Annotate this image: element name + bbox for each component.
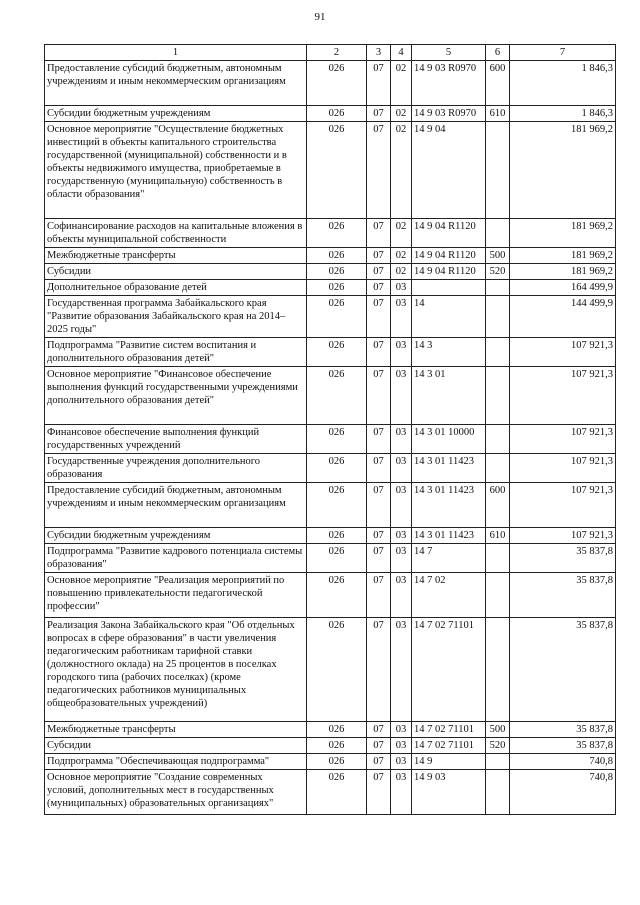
target-article-cell: 14 9 04 R1120 (412, 264, 486, 280)
admin-code-cell: 026 (307, 61, 367, 106)
budget-table (44, 44, 616, 815)
amount-cell: 181 969,2 (510, 264, 616, 280)
amount-cell: 181 969,2 (510, 248, 616, 264)
column-header: 1 (45, 45, 307, 61)
amount-cell: 107 921,3 (510, 454, 616, 483)
table-row (45, 618, 616, 722)
expense-type-cell (486, 219, 510, 248)
target-article-cell: 14 9 04 (412, 122, 486, 219)
expense-type-cell (486, 544, 510, 573)
admin-code-cell: 026 (307, 296, 367, 338)
section-cell: 07 (367, 573, 391, 618)
amount-cell: 164 499,9 (510, 280, 616, 296)
table-row (45, 454, 616, 483)
amount-cell: 1 846,3 (510, 106, 616, 122)
table-row (45, 280, 616, 296)
table-row (45, 483, 616, 528)
expense-type-cell (486, 754, 510, 770)
target-article-cell: 14 9 03 R0970 (412, 106, 486, 122)
name-cell: Дополнительное образование детей (45, 280, 307, 296)
target-article-cell: 14 3 01 11423 (412, 528, 486, 544)
expense-type-cell (486, 367, 510, 425)
subsection-cell: 02 (391, 106, 412, 122)
admin-code-cell: 026 (307, 367, 367, 425)
subsection-cell: 03 (391, 738, 412, 754)
target-article-cell: 14 7 (412, 544, 486, 573)
column-header: 4 (391, 45, 412, 61)
table-row (45, 754, 616, 770)
name-cell: Субсидии бюджетным учреждениям (45, 528, 307, 544)
expense-type-cell (486, 296, 510, 338)
name-cell: Финансовое обеспечение выполнения функций государственных учреждений (45, 425, 307, 454)
admin-code-cell: 026 (307, 280, 367, 296)
target-article-cell: 14 9 (412, 754, 486, 770)
name-cell: Государственные учреждения дополнительного образования (45, 454, 307, 483)
target-article-cell: 14 9 04 R1120 (412, 219, 486, 248)
admin-code-cell: 026 (307, 122, 367, 219)
expense-type-cell (486, 770, 510, 815)
subsection-cell: 03 (391, 754, 412, 770)
section-cell: 07 (367, 618, 391, 722)
target-article-cell: 14 9 04 R1120 (412, 248, 486, 264)
table-row (45, 528, 616, 544)
section-cell: 07 (367, 722, 391, 738)
column-header: 3 (367, 45, 391, 61)
target-article-cell: 14 7 02 71101 (412, 738, 486, 754)
name-cell: Межбюджетные трансферты (45, 248, 307, 264)
subsection-cell: 03 (391, 296, 412, 338)
section-cell: 07 (367, 528, 391, 544)
target-article-cell: 14 9 03 (412, 770, 486, 815)
admin-code-cell: 026 (307, 754, 367, 770)
name-cell: Субсидии (45, 738, 307, 754)
target-article-cell (412, 280, 486, 296)
subsection-cell: 03 (391, 544, 412, 573)
section-cell: 07 (367, 248, 391, 264)
table-row (45, 338, 616, 367)
target-article-cell: 14 7 02 71101 (412, 618, 486, 722)
table-row (45, 367, 616, 425)
section-cell: 07 (367, 296, 391, 338)
target-article-cell: 14 7 02 (412, 573, 486, 618)
section-cell: 07 (367, 754, 391, 770)
name-cell: Предоставление субсидий бюджетным, автономным учреждениям и иным некоммерческим организациям (45, 61, 307, 106)
amount-cell: 107 921,3 (510, 338, 616, 367)
expense-type-cell (486, 280, 510, 296)
section-cell: 07 (367, 219, 391, 248)
name-cell: Подпрограмма "Обеспечивающая подпрограмма" (45, 754, 307, 770)
amount-cell: 1 846,3 (510, 61, 616, 106)
amount-cell: 107 921,3 (510, 483, 616, 528)
section-cell: 07 (367, 544, 391, 573)
subsection-cell: 03 (391, 770, 412, 815)
expense-type-cell: 500 (486, 248, 510, 264)
section-cell: 07 (367, 738, 391, 754)
section-cell: 07 (367, 425, 391, 454)
admin-code-cell: 026 (307, 454, 367, 483)
table-row (45, 106, 616, 122)
name-cell: Подпрограмма "Развитие кадрового потенциала системы образования" (45, 544, 307, 573)
expense-type-cell: 520 (486, 264, 510, 280)
name-cell: Межбюджетные трансферты (45, 722, 307, 738)
admin-code-cell: 026 (307, 425, 367, 454)
admin-code-cell: 026 (307, 219, 367, 248)
name-cell: Основное мероприятие "Осуществление бюджетных инвестиций в объекты капитального строительства государственной (муниципальной) собственности и в объекты недвижимого имущества, приобретаемые в государственную (муниципальную) собственность в области образования" (45, 122, 307, 219)
admin-code-cell: 026 (307, 106, 367, 122)
admin-code-cell: 026 (307, 338, 367, 367)
subsection-cell: 03 (391, 528, 412, 544)
target-article-cell: 14 7 02 71101 (412, 722, 486, 738)
amount-cell: 740,8 (510, 770, 616, 815)
expense-type-cell: 610 (486, 106, 510, 122)
table-row (45, 425, 616, 454)
section-cell: 07 (367, 122, 391, 219)
amount-cell: 35 837,8 (510, 544, 616, 573)
section-cell: 07 (367, 280, 391, 296)
subsection-cell: 03 (391, 573, 412, 618)
table-row (45, 264, 616, 280)
section-cell: 07 (367, 338, 391, 367)
table-row (45, 770, 616, 815)
expense-type-cell: 600 (486, 483, 510, 528)
amount-cell: 740,8 (510, 754, 616, 770)
expense-type-cell (486, 338, 510, 367)
table-row (45, 722, 616, 738)
admin-code-cell: 026 (307, 573, 367, 618)
admin-code-cell: 026 (307, 722, 367, 738)
amount-cell: 35 837,8 (510, 573, 616, 618)
section-cell: 07 (367, 264, 391, 280)
amount-cell: 35 837,8 (510, 618, 616, 722)
amount-cell: 181 969,2 (510, 122, 616, 219)
name-cell: Основное мероприятие "Реализация мероприятий по повышению привлекательности педагогической профессии" (45, 573, 307, 618)
target-article-cell: 14 3 (412, 338, 486, 367)
name-cell: Основное мероприятие "Создание современных условий, дополнительных мест в государственных (муниципальных) образовательных организациях" (45, 770, 307, 815)
table-row (45, 296, 616, 338)
subsection-cell: 02 (391, 61, 412, 106)
subsection-cell: 03 (391, 338, 412, 367)
name-cell: Предоставление субсидий бюджетным, автономным учреждениям и иным некоммерческим организациям (45, 483, 307, 528)
target-article-cell: 14 3 01 10000 (412, 425, 486, 454)
column-header: 6 (486, 45, 510, 61)
table-row (45, 573, 616, 618)
amount-cell: 181 969,2 (510, 219, 616, 248)
expense-type-cell (486, 122, 510, 219)
subsection-cell: 03 (391, 618, 412, 722)
expense-type-cell: 520 (486, 738, 510, 754)
subsection-cell: 02 (391, 219, 412, 248)
amount-cell: 35 837,8 (510, 738, 616, 754)
admin-code-cell: 026 (307, 528, 367, 544)
subsection-cell: 03 (391, 425, 412, 454)
section-cell: 07 (367, 770, 391, 815)
expense-type-cell: 600 (486, 61, 510, 106)
expense-type-cell: 610 (486, 528, 510, 544)
section-cell: 07 (367, 483, 391, 528)
admin-code-cell: 026 (307, 770, 367, 815)
amount-cell: 107 921,3 (510, 528, 616, 544)
name-cell: Основное мероприятие "Финансовое обеспечение выполнения функций государственными учреждениями дополнительного образования детей" (45, 367, 307, 425)
admin-code-cell: 026 (307, 618, 367, 722)
subsection-cell: 03 (391, 483, 412, 528)
section-cell: 07 (367, 61, 391, 106)
admin-code-cell: 026 (307, 738, 367, 754)
page-number: 91 (314, 11, 326, 23)
name-cell: Реализация Закона Забайкальского края "Об отдельных вопросах в сфере образования" в части увеличения педагогическим работникам тарифной ставки (должностного оклада) на 25 процентов в поселках городского типа (рабочих поселках) (кроме педагогических работников муниципальных общеобразовательных учреждений) (45, 618, 307, 722)
name-cell: Подпрограмма "Развитие систем воспитания и дополнительного образования детей" (45, 338, 307, 367)
amount-cell: 35 837,8 (510, 722, 616, 738)
subsection-cell: 02 (391, 248, 412, 264)
admin-code-cell: 026 (307, 544, 367, 573)
column-header: 7 (510, 45, 616, 61)
table-row (45, 219, 616, 248)
table-row (45, 738, 616, 754)
table-row (45, 122, 616, 219)
target-article-cell: 14 (412, 296, 486, 338)
section-cell: 07 (367, 454, 391, 483)
amount-cell: 107 921,3 (510, 425, 616, 454)
header-row (45, 45, 616, 61)
target-article-cell: 14 3 01 11423 (412, 454, 486, 483)
table-row (45, 544, 616, 573)
expense-type-cell: 500 (486, 722, 510, 738)
table-row (45, 61, 616, 106)
subsection-cell: 03 (391, 454, 412, 483)
table-row (45, 248, 616, 264)
column-header: 5 (412, 45, 486, 61)
expense-type-cell (486, 573, 510, 618)
target-article-cell: 14 3 01 11423 (412, 483, 486, 528)
admin-code-cell: 026 (307, 483, 367, 528)
amount-cell: 107 921,3 (510, 367, 616, 425)
expense-type-cell (486, 454, 510, 483)
name-cell: Субсидии (45, 264, 307, 280)
name-cell: Государственная программа Забайкальского края "Развитие образования Забайкальского края на 2014–2025 годы" (45, 296, 307, 338)
target-article-cell: 14 3 01 (412, 367, 486, 425)
name-cell: Софинансирование расходов на капитальные вложения в объекты муниципальной собственности (45, 219, 307, 248)
subsection-cell: 02 (391, 122, 412, 219)
subsection-cell: 03 (391, 280, 412, 296)
expense-type-cell (486, 425, 510, 454)
admin-code-cell: 026 (307, 248, 367, 264)
name-cell: Субсидии бюджетным учреждениям (45, 106, 307, 122)
amount-cell: 144 499,9 (510, 296, 616, 338)
section-cell: 07 (367, 106, 391, 122)
column-header: 2 (307, 45, 367, 61)
target-article-cell: 14 9 03 R0970 (412, 61, 486, 106)
subsection-cell: 03 (391, 367, 412, 425)
subsection-cell: 02 (391, 264, 412, 280)
subsection-cell: 03 (391, 722, 412, 738)
expense-type-cell (486, 618, 510, 722)
admin-code-cell: 026 (307, 264, 367, 280)
section-cell: 07 (367, 367, 391, 425)
